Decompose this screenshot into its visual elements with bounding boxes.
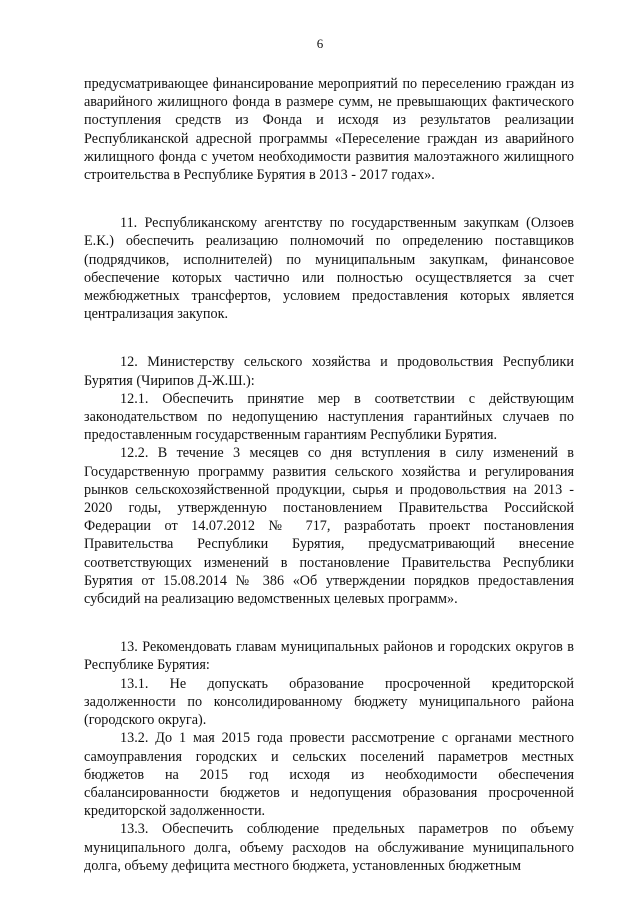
document-body	[84, 75, 574, 875]
page-number: 6	[316, 36, 324, 51]
paragraph-13-1: 13.1. Не допускать образование просроченной кредиторской задолженности по консолидированному бюджету муниципального района (городского округа).	[84, 675, 574, 729]
paragraph-13: 13. Рекомендовать главам муниципальных районов и городских округов в Республике Бурятия:	[84, 639, 574, 674]
paragraph-continuation: предусматривающее финансирование мероприятий по переселению граждан из аварийного жилищного фонда в размере сумм, не превышающих фактического поступления средств из Фонда и исходя из результатов реализации Республиканской адресной программы «Переселение граждан из аварийного жилищного фонда с учетом необходимости развития малоэтажного жилищного строительства в Республике Бурятия в 2013 - 2017 годах».	[84, 76, 574, 184]
paragraph-12-1: 12.1. Обеспечить принятие мер в соответствии с действующим законодательством по недопущению наступления гарантийных случаев по предоставленным государственным гарантиям Республики Бурятия.	[84, 390, 574, 444]
paragraph-13-2: 13.2. До 1 мая 2015 года провести рассмотрение с органами местного самоуправления городских и сельских поселений параметров местных бюджетов на 2015 год исходя из необходимости обеспечения сбалансированности бюджетов и недопущения образования просроченной кредиторской задолженности.	[84, 730, 574, 820]
paragraph-13-3: 13.3. Обеспечить соблюдение предельных параметров по объему муниципального долга, объему расходов на обслуживание муниципального долга, объему дефицита местного бюджета, установленных бюджетным	[84, 821, 574, 874]
paragraph-12-2: 12.2. В течение 3 месяцев со дня вступления в силу изменений в Государственную программу развития сельского хозяйства и регулирования рынков сельскохозяйственной продукции, сырья и продовольствия на 2013 - 2020 годы, утвержденную постановлением Правительства Российской Федерации от 14.07.2012 № 717, разработать проект постановления Правительства Республики Бурятия, предусматривающий внесение соответствующих изменений в постановление Правительства Республики Бурятия от 15.08.2014 № 386 «Об утверждении порядков предоставления субсидий на реализацию ведомственных целевых программ».	[84, 445, 574, 608]
paragraph-12: 12. Министерству сельского хозяйства и продовольствия Республики Бурятия (Чирипов Д-Ж.Ш.):	[84, 354, 574, 389]
paragraph-11: 11. Республиканскому агентству по государственным закупкам (Олзоев Е.К.) обеспечить реализацию полномочий по определению поставщиков (подрядчиков, исполнителей) по муниципальным закупкам, финансовое обеспечение которых частично или полностью осуществляется за счет межбюджетных трансфертов, условием предоставления которых является централизация закупок.	[84, 215, 574, 323]
